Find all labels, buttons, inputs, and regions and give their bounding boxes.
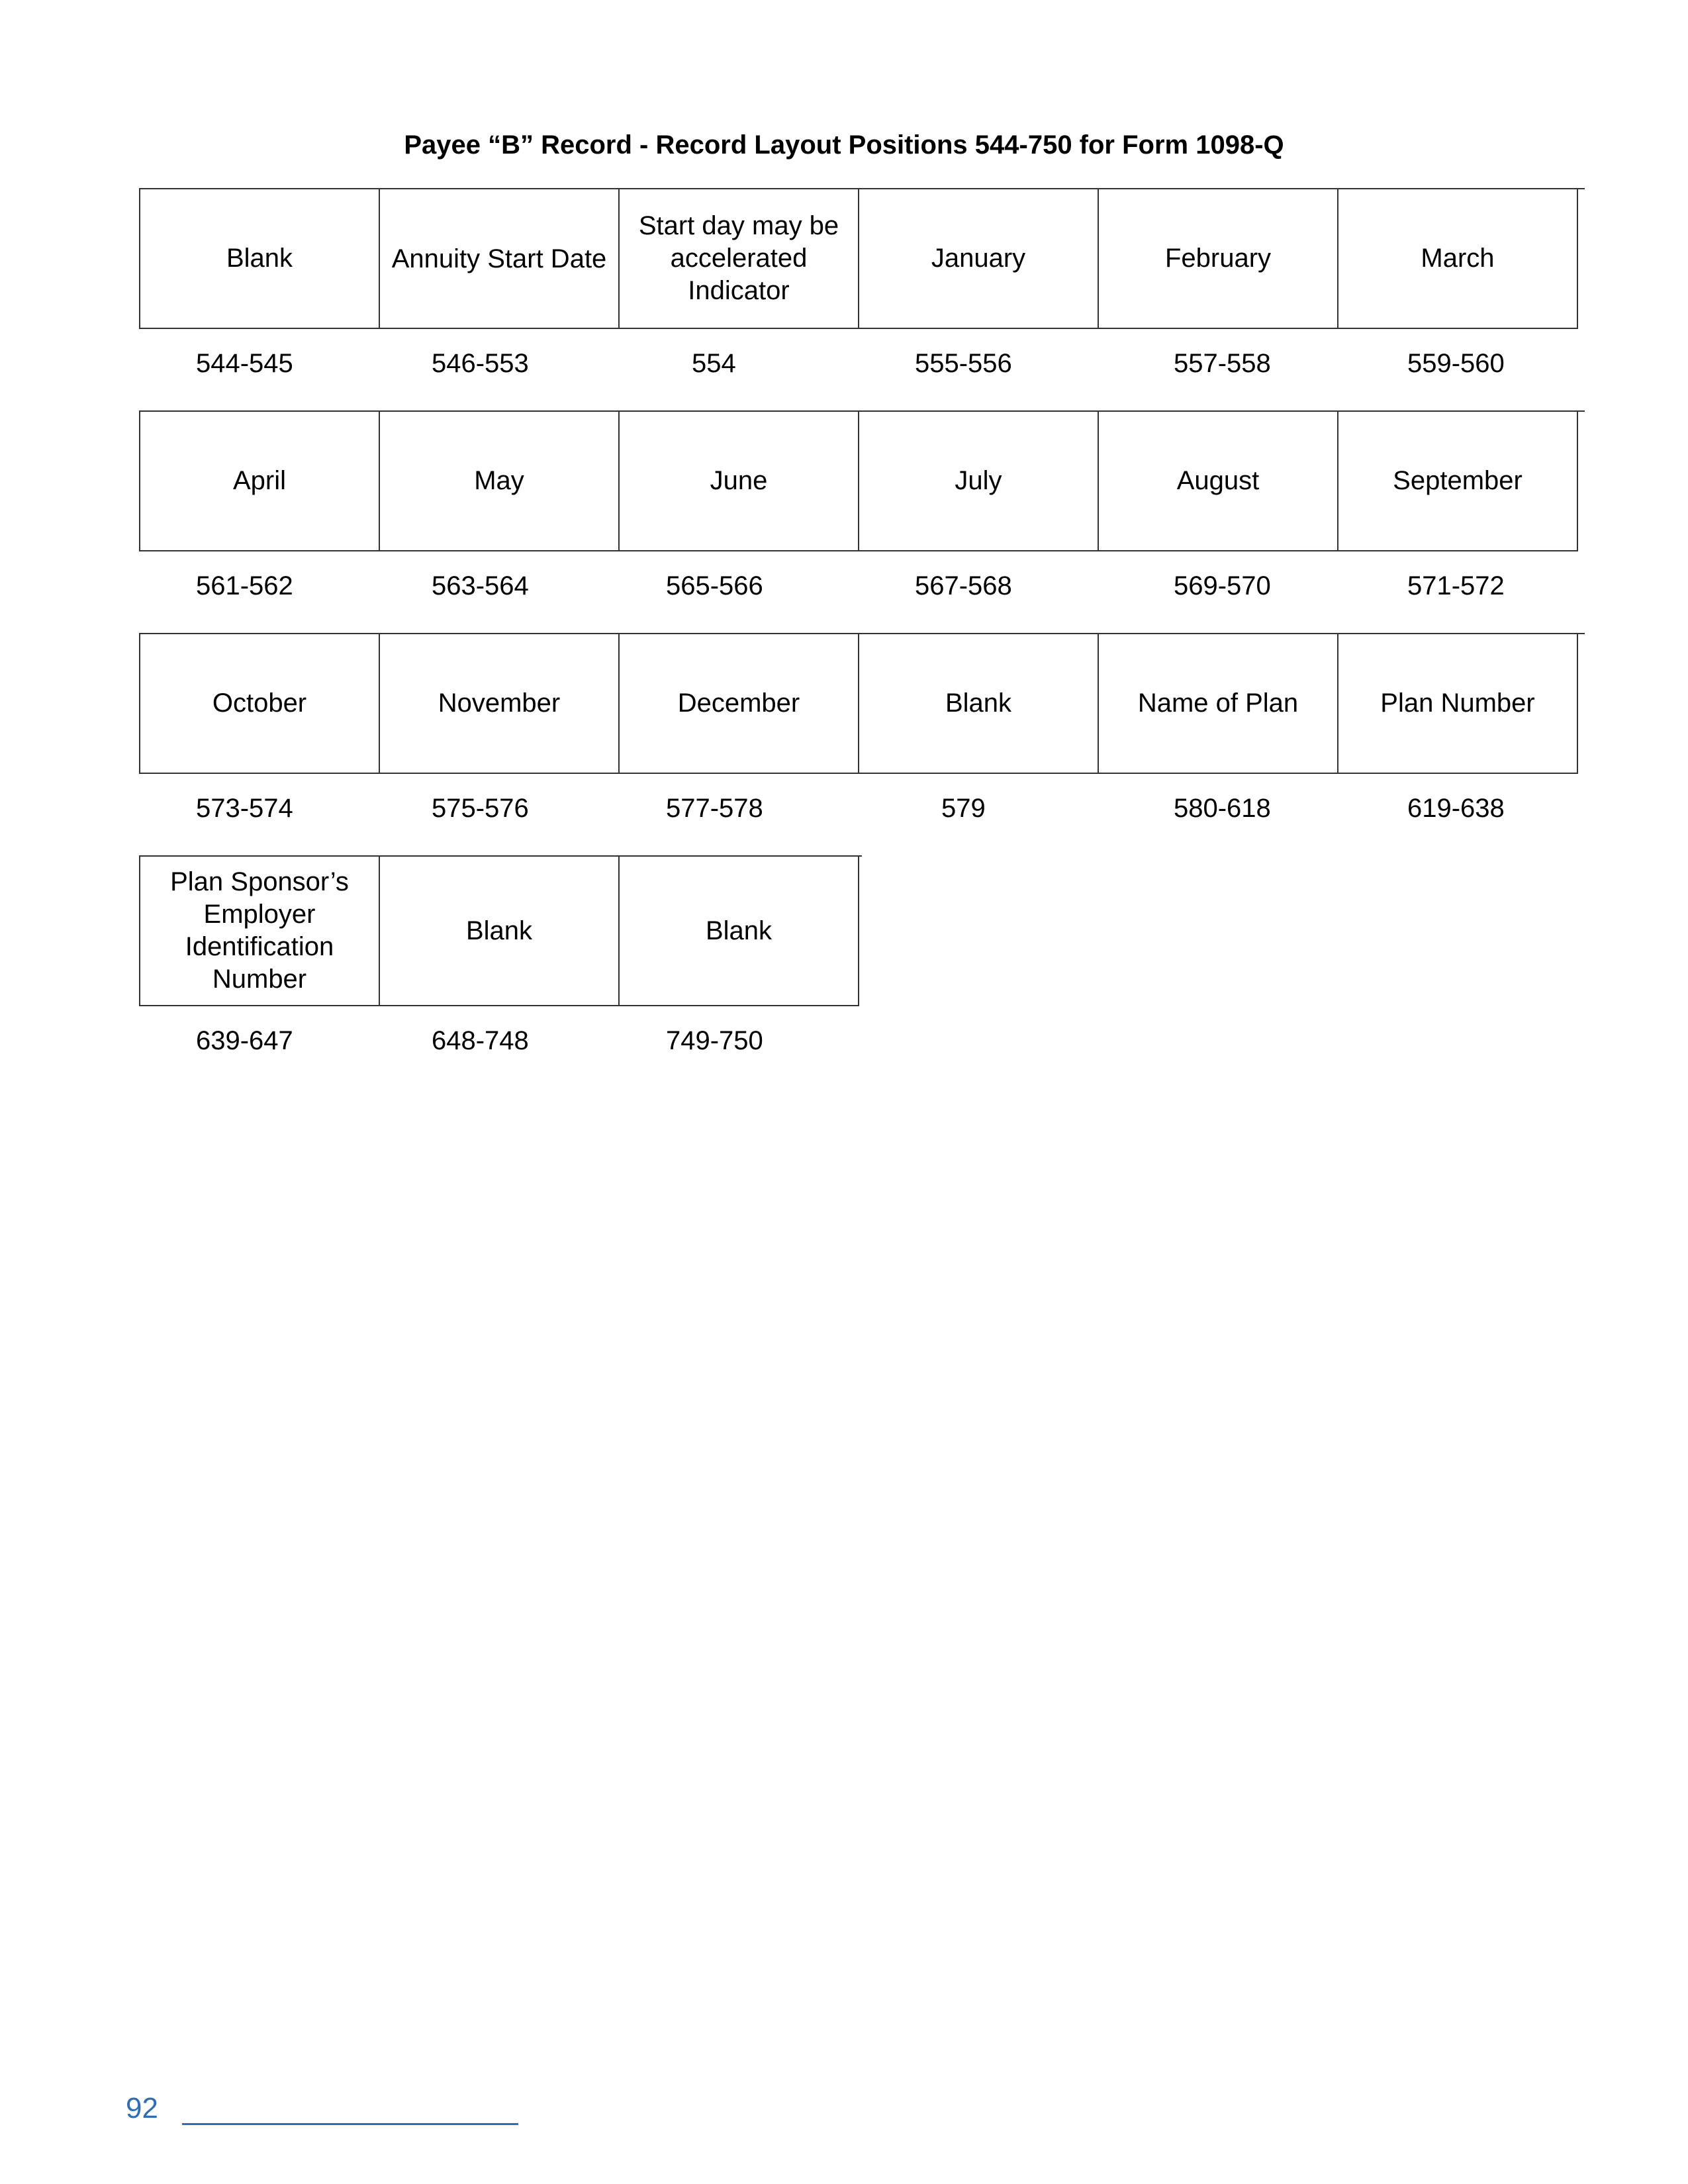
field-cell: Plan Number: [1338, 634, 1578, 774]
position-range: 579: [941, 794, 986, 823]
position-range: 567-568: [915, 571, 1012, 600]
footer-rule: [182, 2123, 518, 2125]
field-cell: January: [859, 189, 1099, 329]
field-cell: September: [1338, 412, 1578, 551]
position-range: 619-638: [1407, 794, 1505, 823]
field-name-row: [139, 633, 1585, 774]
position-range: 546-553: [432, 349, 529, 378]
position-row: [139, 348, 1585, 379]
layout-row-3: [139, 633, 1585, 824]
position-range: 565-566: [666, 571, 763, 600]
field-cell: June: [620, 412, 859, 551]
position-range: 561-562: [196, 571, 293, 600]
field-name-row: [139, 410, 1585, 551]
field-cell: February: [1099, 189, 1338, 329]
position-range: 749-750: [666, 1026, 763, 1055]
position-range: 648-748: [432, 1026, 529, 1055]
field-cell: August: [1099, 412, 1338, 551]
position-row: [139, 792, 1585, 824]
position-range: 554: [692, 349, 736, 378]
position-range: 557-558: [1174, 349, 1271, 378]
field-cell: May: [380, 412, 620, 551]
field-cell: July: [859, 412, 1099, 551]
position-range: 544-545: [196, 349, 293, 378]
position-range: 571-572: [1407, 571, 1505, 600]
field-cell: April: [140, 412, 380, 551]
field-name-row: [139, 188, 1585, 329]
position-range: 639-647: [196, 1026, 293, 1055]
field-cell: Blank: [620, 857, 859, 1006]
position-row: [139, 570, 1585, 602]
field-cell: Start day may be accelerated Indicator: [620, 189, 859, 329]
position-range: 577-578: [666, 794, 763, 823]
field-cell: November: [380, 634, 620, 774]
field-cell: Annuity Start Date: [380, 189, 620, 329]
field-cell: December: [620, 634, 859, 774]
field-name-row: [139, 855, 862, 1006]
layout-row-2: [139, 410, 1585, 602]
field-cell: Blank: [859, 634, 1099, 774]
field-cell: October: [140, 634, 380, 774]
field-cell: Blank: [380, 857, 620, 1006]
field-cell: March: [1338, 189, 1578, 329]
page-title: Payee “B” Record - Record Layout Positions 544-750 for Form 1098-Q: [404, 130, 1284, 160]
position-range: 573-574: [196, 794, 293, 823]
layout-row-4: [139, 855, 862, 1057]
position-range: 555-556: [915, 349, 1012, 378]
position-range: 563-564: [432, 571, 529, 600]
position-row: [139, 1025, 862, 1057]
position-range: 559-560: [1407, 349, 1505, 378]
position-range: 575-576: [432, 794, 529, 823]
field-cell: Plan Sponsor’s Employer Identification Number: [140, 857, 380, 1006]
position-range: 569-570: [1174, 571, 1271, 600]
field-cell: Name of Plan: [1099, 634, 1338, 774]
page-number: 92: [126, 2092, 158, 2124]
position-range: 580-618: [1174, 794, 1271, 823]
field-cell: Blank: [140, 189, 380, 329]
layout-row-1: [139, 188, 1585, 379]
